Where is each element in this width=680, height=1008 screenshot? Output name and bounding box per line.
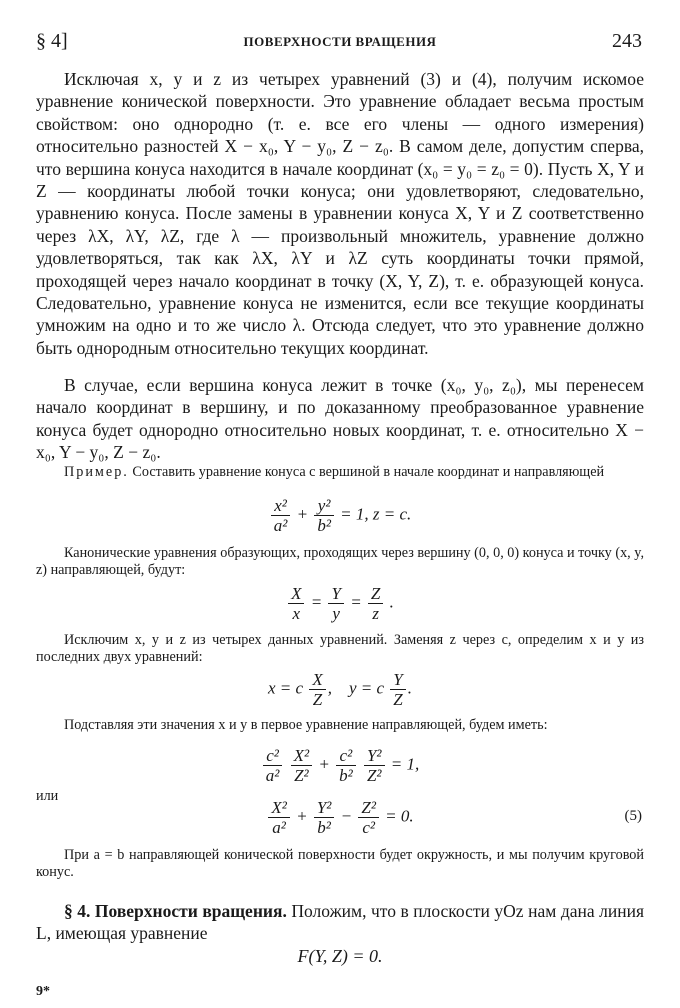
equation-5 <box>0 798 680 837</box>
equation-line-L: F(Y, Z) = 0. <box>297 946 383 966</box>
paragraph-homogeneity: Исключая x, y и z из четырех уравнений (3) и (4), получим искомое уравнение конической поверхности. Это уравнение обладает весьма простым свойством: оно однородно (т. е. все его члены — одного измерения) относительно разностей X − x₀, Y − y₀, Z − z₀. В самом деле, допустим сперва, что вершина конуса находится в начале координат (x₀ = y₀ = z₀ = 0). Пусть X, Y и Z — координаты любой точки конуса; они удовлетворяют, следовательно, уравнению конуса. После замены в уравнении конуса X, Y и Z соответственно через λX, λY, λZ, где λ — произвольный множитель, уравнение должно удовлетворяться, так как λX, λY и λZ суть координаты точки прямой, проходящей через начало координат в точку (X, Y, Z), т. е. образующей конуса. Следовательно, уравнение конуса не изменится, если все текущие координаты умножим на одно и то же число λ. Отсюда следует, что это уравнение должно быть однородным относительно текущих координат. <box>36 69 644 358</box>
paragraph-vertex-shift: В случае, если вершина конуса лежит в точке (x₀, y₀, z₀), мы перенесем начало координат в вершину, и по доказанному преобразованное уравнение конуса будет однородно относительно новых координат, т. е. относительно X − x₀, Y − y₀, Z − z₀. <box>36 375 644 463</box>
eq4-num4: Y² <box>364 746 385 766</box>
eq3-lhs2: y = c <box>348 678 385 698</box>
eq5-num3: Z² <box>358 798 379 818</box>
example-intro <box>36 464 644 481</box>
eq2-den3: z <box>372 604 379 623</box>
section-title: § 4. Поверхности вращения. <box>64 901 287 921</box>
eq5-plus: + <box>296 806 308 826</box>
eq5-den3: c² <box>362 818 375 837</box>
eq1-num1: x² <box>271 496 291 516</box>
equation-substituted <box>0 746 680 785</box>
eq5-den2: b² <box>317 818 331 837</box>
example-conclusion: При a = b направляющей конической поверхности будет окружность, и мы получим круговой конус. <box>36 847 644 880</box>
eq3-lhs1: x = c <box>268 678 304 698</box>
eq5-rhs: = 0. <box>385 806 414 826</box>
eq2-num2: Y <box>328 584 343 604</box>
eq1-num2: y² <box>314 496 334 516</box>
or-word: или <box>36 788 59 804</box>
running-header <box>0 30 680 54</box>
eq2-eq2: = <box>350 592 362 612</box>
eq4-den3: b² <box>339 766 353 785</box>
signature-mark: 9* <box>36 984 50 999</box>
example-eliminate-text: Исключим x, y и z из четырех данных уравнений. Заменяя z через c, определим x и y из последних двух уравнений: <box>36 632 644 665</box>
eq5-den1: a² <box>272 818 286 837</box>
eq3-end: . <box>407 678 412 698</box>
eq4-num1: c² <box>263 746 283 766</box>
eq2-end: . <box>389 592 394 612</box>
eq4-den2: Z² <box>294 766 309 785</box>
equation-number: (5) <box>624 808 642 824</box>
example-canonical-text: Канонические уравнения образующих, проходящих через вершину (0, 0, 0) конуса и точку (x, y, z) направляющей, будут: <box>36 545 644 578</box>
section-4-intro <box>36 900 644 945</box>
eq1-rhs: = 1, z = c. <box>340 504 412 524</box>
eq5-num2: Y² <box>314 798 335 818</box>
eq1-den2: b² <box>317 516 331 535</box>
equation-directrix <box>0 496 680 535</box>
eq4-den1: a² <box>265 766 280 785</box>
eq4-rhs: = 1, <box>390 754 420 774</box>
eq5-minus: − <box>340 806 353 826</box>
eq2-den2: y <box>332 604 340 623</box>
eq2-eq1: = <box>310 592 323 612</box>
example-label: Пример. <box>64 464 129 480</box>
equation-generators <box>0 584 680 623</box>
eq3-sep: , <box>327 678 332 698</box>
eq2-den1: x <box>292 604 301 623</box>
eq2-num3: Z <box>368 584 383 604</box>
eq2-num1: X <box>288 584 304 604</box>
eq1-den1: a² <box>273 516 288 535</box>
example-substitute-text: Подставляя эти значения x и y в первое уравнение направляющей, будем иметь: <box>64 717 548 733</box>
section-text: Положим, что в плоскости yOz нам дана линия L, имеющая уравнение <box>36 901 645 944</box>
eq1-plus: + <box>296 504 309 524</box>
eq4-plus: + <box>318 754 330 774</box>
eq3-den2: Z <box>393 690 403 709</box>
example-text: Составить уравнение конуса с вершиной в начале координат и направляющей <box>132 464 605 480</box>
eq3-num2: Y <box>390 670 405 690</box>
eq4-num2: X² <box>291 746 312 766</box>
equation-xy <box>0 670 680 709</box>
header-section-ref: § 4] <box>36 30 68 52</box>
eq5-num1: X² <box>268 798 289 818</box>
eq4-num3: c² <box>336 746 356 766</box>
eq3-num1: X <box>309 670 325 690</box>
header-title: ПОВЕРХНОСТИ ВРАЩЕНИЯ <box>243 34 437 49</box>
eq3-den1: Z <box>312 690 323 709</box>
page-number: 243 <box>612 30 642 52</box>
eq4-den4: Z² <box>366 766 382 785</box>
